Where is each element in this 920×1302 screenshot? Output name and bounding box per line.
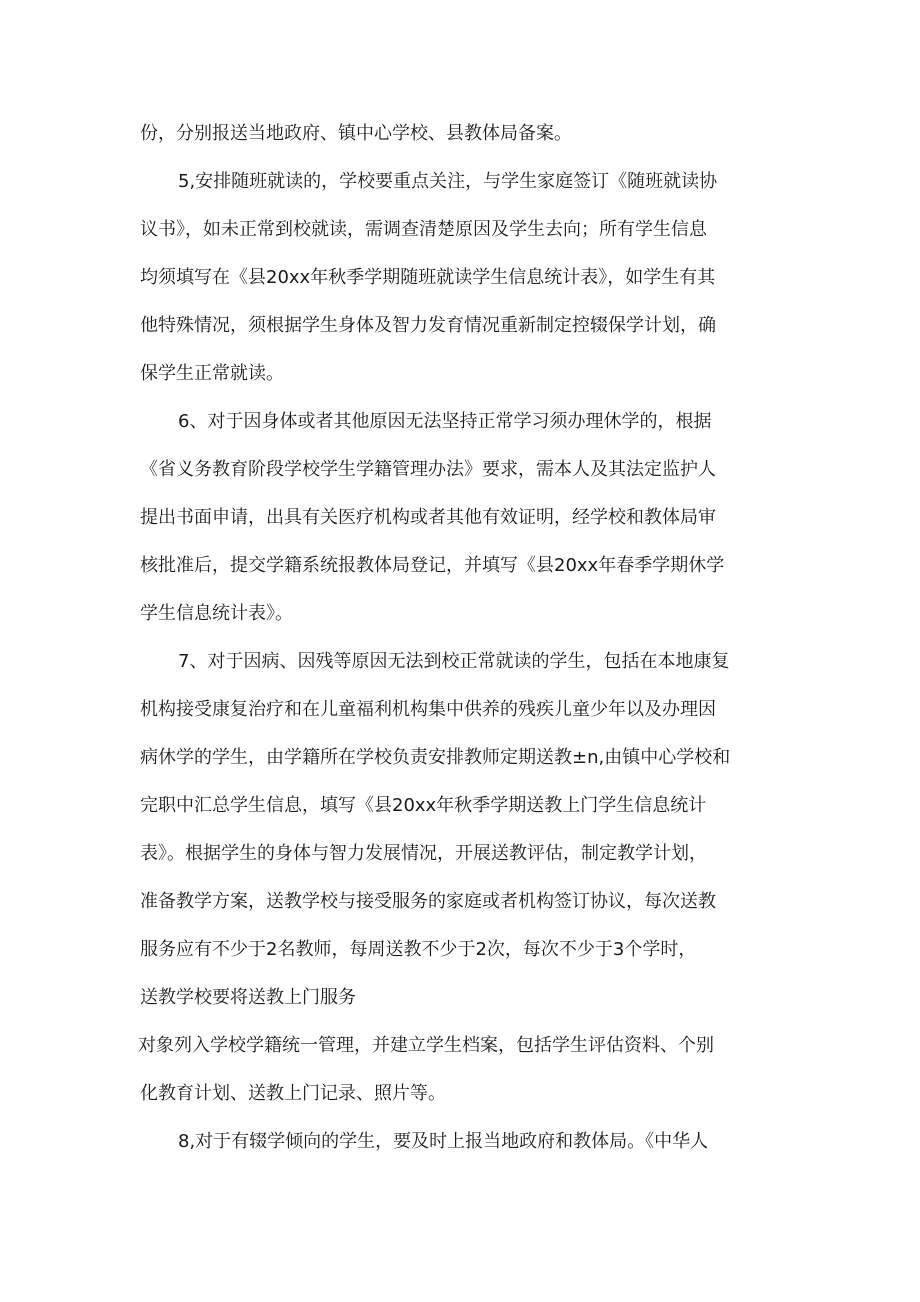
text-line: 表》。根据学生的身体与智力发展情况，开展送教评估，制定教学计划， xyxy=(140,843,707,864)
text-line: 5,安排随班就读的，学校要重点关注，与学生家庭签订《随班就读协 xyxy=(178,171,718,192)
text-line: 保学生正常就读。 xyxy=(140,363,284,384)
paragraph-item-8 xyxy=(140,1118,785,1166)
text-line: 均须填写在《县20xx年秋季学期随班就读学生信息统计表》，如学生有其 xyxy=(140,267,716,288)
text-line: 6、对于因身体或者其他原因无法坚持正常学习须办理休学的，根据 xyxy=(178,411,712,432)
text-line: 化教育计划、送教上门记录、照片等。 xyxy=(140,1083,446,1104)
text-line: 提出书面申请，出具有关医疗机构或者其他有效证明，经学校和教体局审 xyxy=(140,507,716,528)
paragraph-continuation-2 xyxy=(140,1022,785,1118)
text-line: 《省义务教育阶段学校学生学籍管理办法》要求，需本人及其法定监护人 xyxy=(140,459,716,480)
text-line: 7、对于因病、因残等原因无法到校正常就读的学生，包括在本地康复 xyxy=(178,651,730,672)
document-body xyxy=(140,110,785,1166)
text-line: 8,对于有辍学倾向的学生，要及时上报当地政府和教体局。《中华人 xyxy=(178,1131,709,1152)
text-line: 核批准后，提交学籍系统报教体局登记，并填写《县20xx年春季学期休学 xyxy=(140,555,725,576)
text-line: 完职中汇总学生信息，填写《县20xx年秋季学期送教上门学生信息统计 xyxy=(140,795,707,816)
paragraph-item-6 xyxy=(140,398,785,638)
text-line: 他特殊情况，须根据学生身体及智力发育情况重新制定控辍保学计划，确 xyxy=(140,315,716,336)
text-line: 准备教学方案，送教学校与接受服务的家庭或者机构签订协议，每次送教 xyxy=(140,891,716,912)
text-line: 服务应有不少于2名教师，每周送教不少于2次，每次不少于3个学时， xyxy=(140,939,697,960)
text-line: 送教学校要将送教上门服务 xyxy=(140,987,356,1008)
text-line: 议书》，如未正常到校就读，需调查清楚原因及学生去向；所有学生信息 xyxy=(140,219,707,240)
paragraph-continuation xyxy=(140,110,785,158)
text-line: 学生信息统计表》。 xyxy=(140,603,293,624)
text-line: 份，分别报送当地政府、镇中心学校、县教体局备案。 xyxy=(140,123,572,144)
paragraph-item-5 xyxy=(140,158,785,398)
text-line: 对象列入学校学籍统一管理，并建立学生档案，包括学生评估资料、个别 xyxy=(138,1035,714,1056)
text-line: 机构接受康复治疗和在儿童福利机构集中供养的残疾儿童少年以及办理因 xyxy=(140,699,716,720)
paragraph-item-7 xyxy=(140,638,785,1022)
text-line: 病休学的学生，由学籍所在学校负责安排教师定期送教±n,由镇中心学校和 xyxy=(140,747,731,768)
